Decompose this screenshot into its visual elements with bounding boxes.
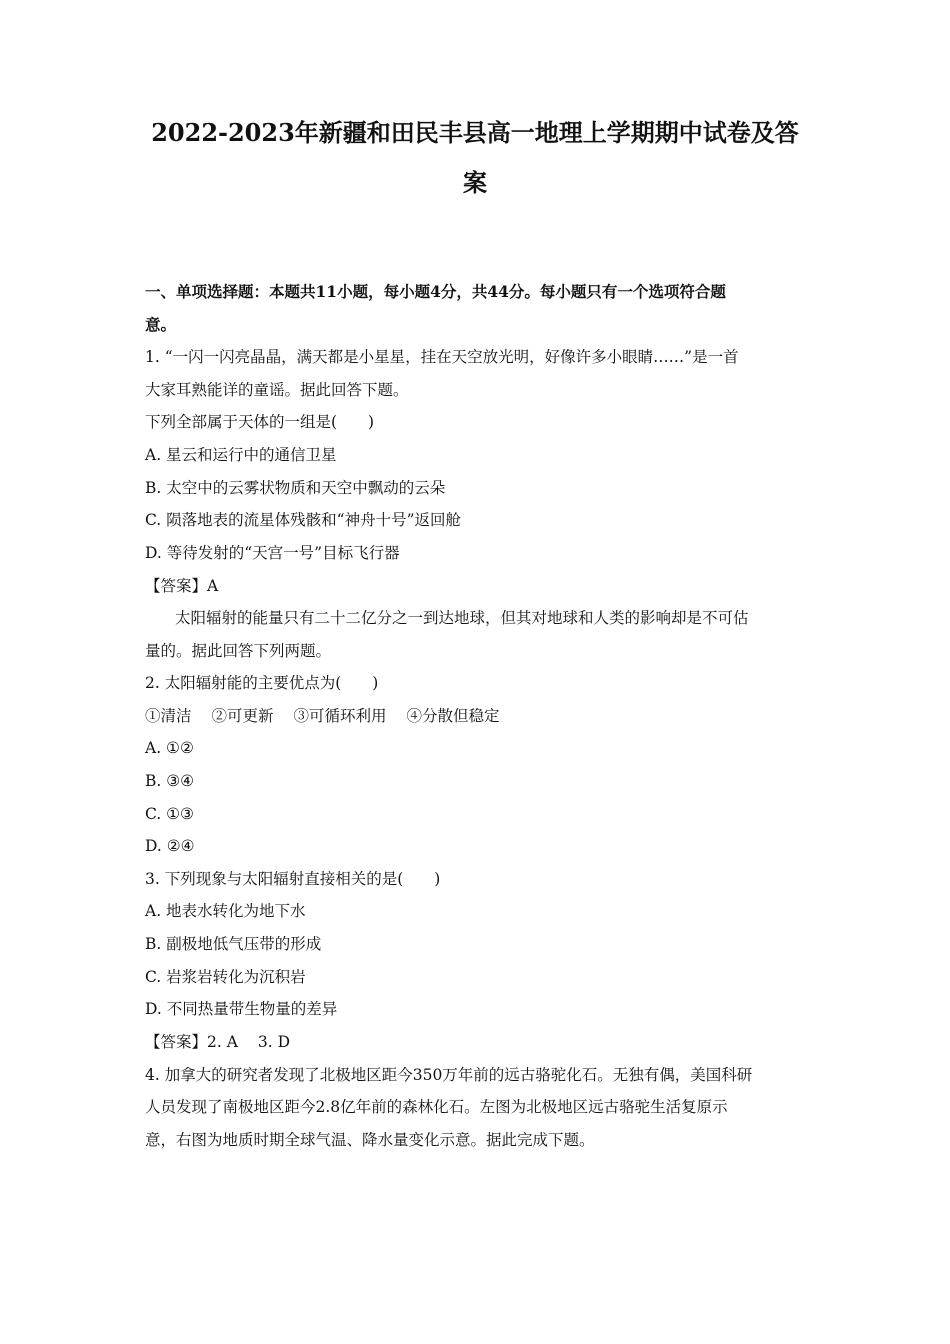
- q3-question: 3. 下列现象与太阳辐射直接相关的是( ): [145, 870, 441, 888]
- q3-option-b: B. 副极地低气压带的形成: [145, 935, 322, 953]
- q1-stem-line-2: 大家耳熟能详的童谣。据此回答下题。: [145, 381, 409, 399]
- q2-question: 2. 太阳辐射能的主要优点为( ): [145, 674, 379, 692]
- answer-q3: 3. D: [257, 1033, 291, 1051]
- q2-choice-2: ②可更新: [211, 707, 274, 725]
- section-heading-line-2: 意。: [145, 315, 177, 334]
- q2-q3-answer: [145, 1031, 290, 1053]
- q2-choice-1: ①清洁: [145, 707, 192, 725]
- q1-option-b: B. 太空中的云雾状物质和天空中飘动的云朵: [145, 479, 446, 497]
- q2-option-b: B. ③④: [145, 772, 195, 790]
- q1-option-c: C. 陨落地表的流星体残骸和“神舟十号”返回舱: [145, 511, 462, 529]
- q1-option-a: A. 星云和运行中的通信卫星: [145, 446, 337, 464]
- material2-line-1: 太阳辐射的能量只有二十二亿分之一到达地球，但其对地球和人类的影响却是不可估: [175, 609, 749, 627]
- q1-stem-line-1: 1. “一闪一闪亮晶晶，满天都是小星星，挂在天空放光明，好像许多小眼睛……”是一首: [145, 348, 739, 366]
- q4-stem-line-2: 人员发现了南极地区距今2.8亿年前的森林化石。左图为北极地区远古骆驼生活复原示: [145, 1098, 728, 1116]
- material2-line-2: 量的。据此回答下列两题。: [145, 642, 332, 660]
- q4-stem-line-3: 意，右图为地质时期全球气温、降水量变化示意。据此完成下题。: [145, 1131, 595, 1149]
- document-title-line-1: 2022-2023年新疆和田民丰县高一地理上学期期中试卷及答: [151, 118, 799, 147]
- q3-option-d: D. 不同热量带生物量的差异: [145, 1000, 338, 1018]
- q2-option-c: C. ①③: [145, 805, 194, 823]
- q4-stem-line-1: 4. 加拿大的研究者发现了北极地区距今350万年前的远古骆驼化石。无独有偶，美国科研: [145, 1066, 753, 1084]
- q2-choice-4: ④分散但稳定: [406, 707, 500, 725]
- answer-q2: 【答案】2. A: [145, 1033, 238, 1051]
- q3-option-c: C. 岩浆岩转化为沉积岩: [145, 968, 306, 986]
- q1-option-d: D. 等待发射的“天宫一号”目标飞行器: [145, 544, 400, 562]
- q1-question: 下列全部属于天体的一组是( ): [145, 413, 375, 431]
- section-heading-line-1: 一、单项选择题：本题共11小题，每小题4分，共44分。每小题只有一个选项符合题: [145, 282, 726, 301]
- document-title-line-2: 案: [463, 168, 487, 197]
- q2-choice-3: ③可循环利用: [293, 707, 387, 725]
- q2-choices: [145, 705, 500, 727]
- q2-option-d: D. ②④: [145, 837, 195, 855]
- q3-option-a: A. 地表水转化为地下水: [145, 902, 306, 920]
- q2-option-a: A. ①②: [145, 739, 194, 757]
- q1-answer: 【答案】A: [145, 577, 219, 595]
